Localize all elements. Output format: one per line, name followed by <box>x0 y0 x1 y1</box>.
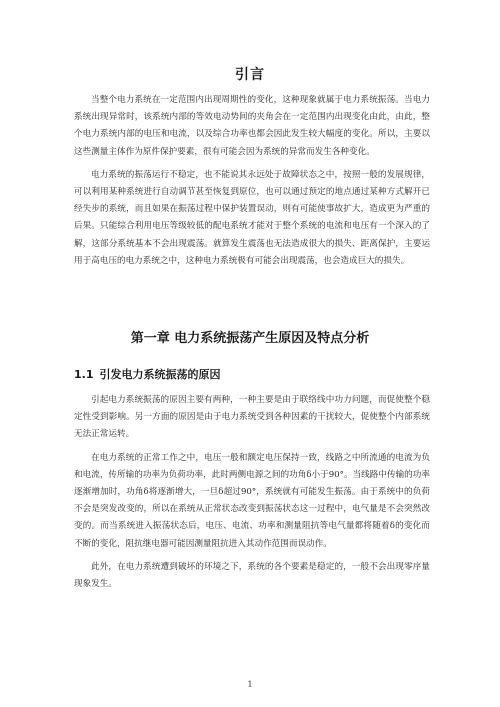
section-number: 1.1 <box>74 368 94 381</box>
section-paragraph-1: 引起电力系统振荡的原因主要有两种，一种主要是由于联络线中功力问题，而促使整个稳定性受到影响。另一方面的原因是由于电力系统受到各种因素的干扰较大，促使整个内部系统无法正常运转。 <box>74 395 430 440</box>
intro-paragraph-1: 当整个电力系统在一定范围内出现周期性的变化，这种现象就属于电力系统振荡。当电力系统出现异常时，该系统内部的等效电动势间的夹角会在一定范围内出现变化由此，由此，整个电力系统内部的电压和电流，以及综合功率也都会因此发生较大幅度的变化。所以，主要以这些测量主体作为原件保护要素，很有可能会因为系统的异常而发生各种变化。 <box>74 95 430 157</box>
intro-section <box>74 92 430 276</box>
section-body <box>74 392 430 599</box>
section-heading <box>74 366 221 382</box>
section-paragraph-2: 在电力系统的正常工作之中，电压一般和额定电压保持一致，线路之中所流通的电流为负和电流，传所输的功率为负荷功率，此时两侧电源之间的功角δ小于90°。当线路中传输的功率逐渐增加时，功角δ将逐渐增大，一旦δ超过90°，系统就有可能发生振荡。由于系统中的负荷不会是突发改变的，所以在系统从正常状态改变到振荡状态这一过程中，电气量是不会突然改变的。而当系统进入振荡状态后，电压、电流、功率和测量阻抗等电气量都将随着δ的变化而不断的变化，阻抗继电器可能因测量阻抗进入其动作范围而误动作。 <box>74 452 430 549</box>
section-paragraph-3: 此外，在电力系统遭到破坏的环境之下，系统的各个要素是稳定的，一般不会出现零序量现象发生。 <box>74 561 430 590</box>
section-title-text: 引发电力系统振荡的原因 <box>99 368 221 381</box>
chapter-title: 第一章 电力系统振荡产生原因及特点分析 <box>130 331 370 346</box>
page-number: 1 <box>247 680 253 689</box>
intro-paragraph-2: 电力系统的振荡运行不稳定，也不能说其永远处于故障状态之中，按照一般的发展规律，可以利用某种系统进行自动调节甚至恢复到原位，也可以通过预定的地点通过某种方式解开已经失步的系统，而且如果在振荡过程中保护装置误动，则有可能使事故扩大，造成更为严重的后果。只能综合利用电压等级较低的配电系统才能对于整个系统的电流和电压有一个深入的了解，这部分系统基本不会出现震荡。就算发生震荡也无法造成很大的损失、距离保护，主要运用于高电压的电力系统之中，这种电力系统极有可能会出现震荡，也会造成巨大的损失。 <box>74 169 430 266</box>
document-title: 引言 <box>235 67 265 83</box>
